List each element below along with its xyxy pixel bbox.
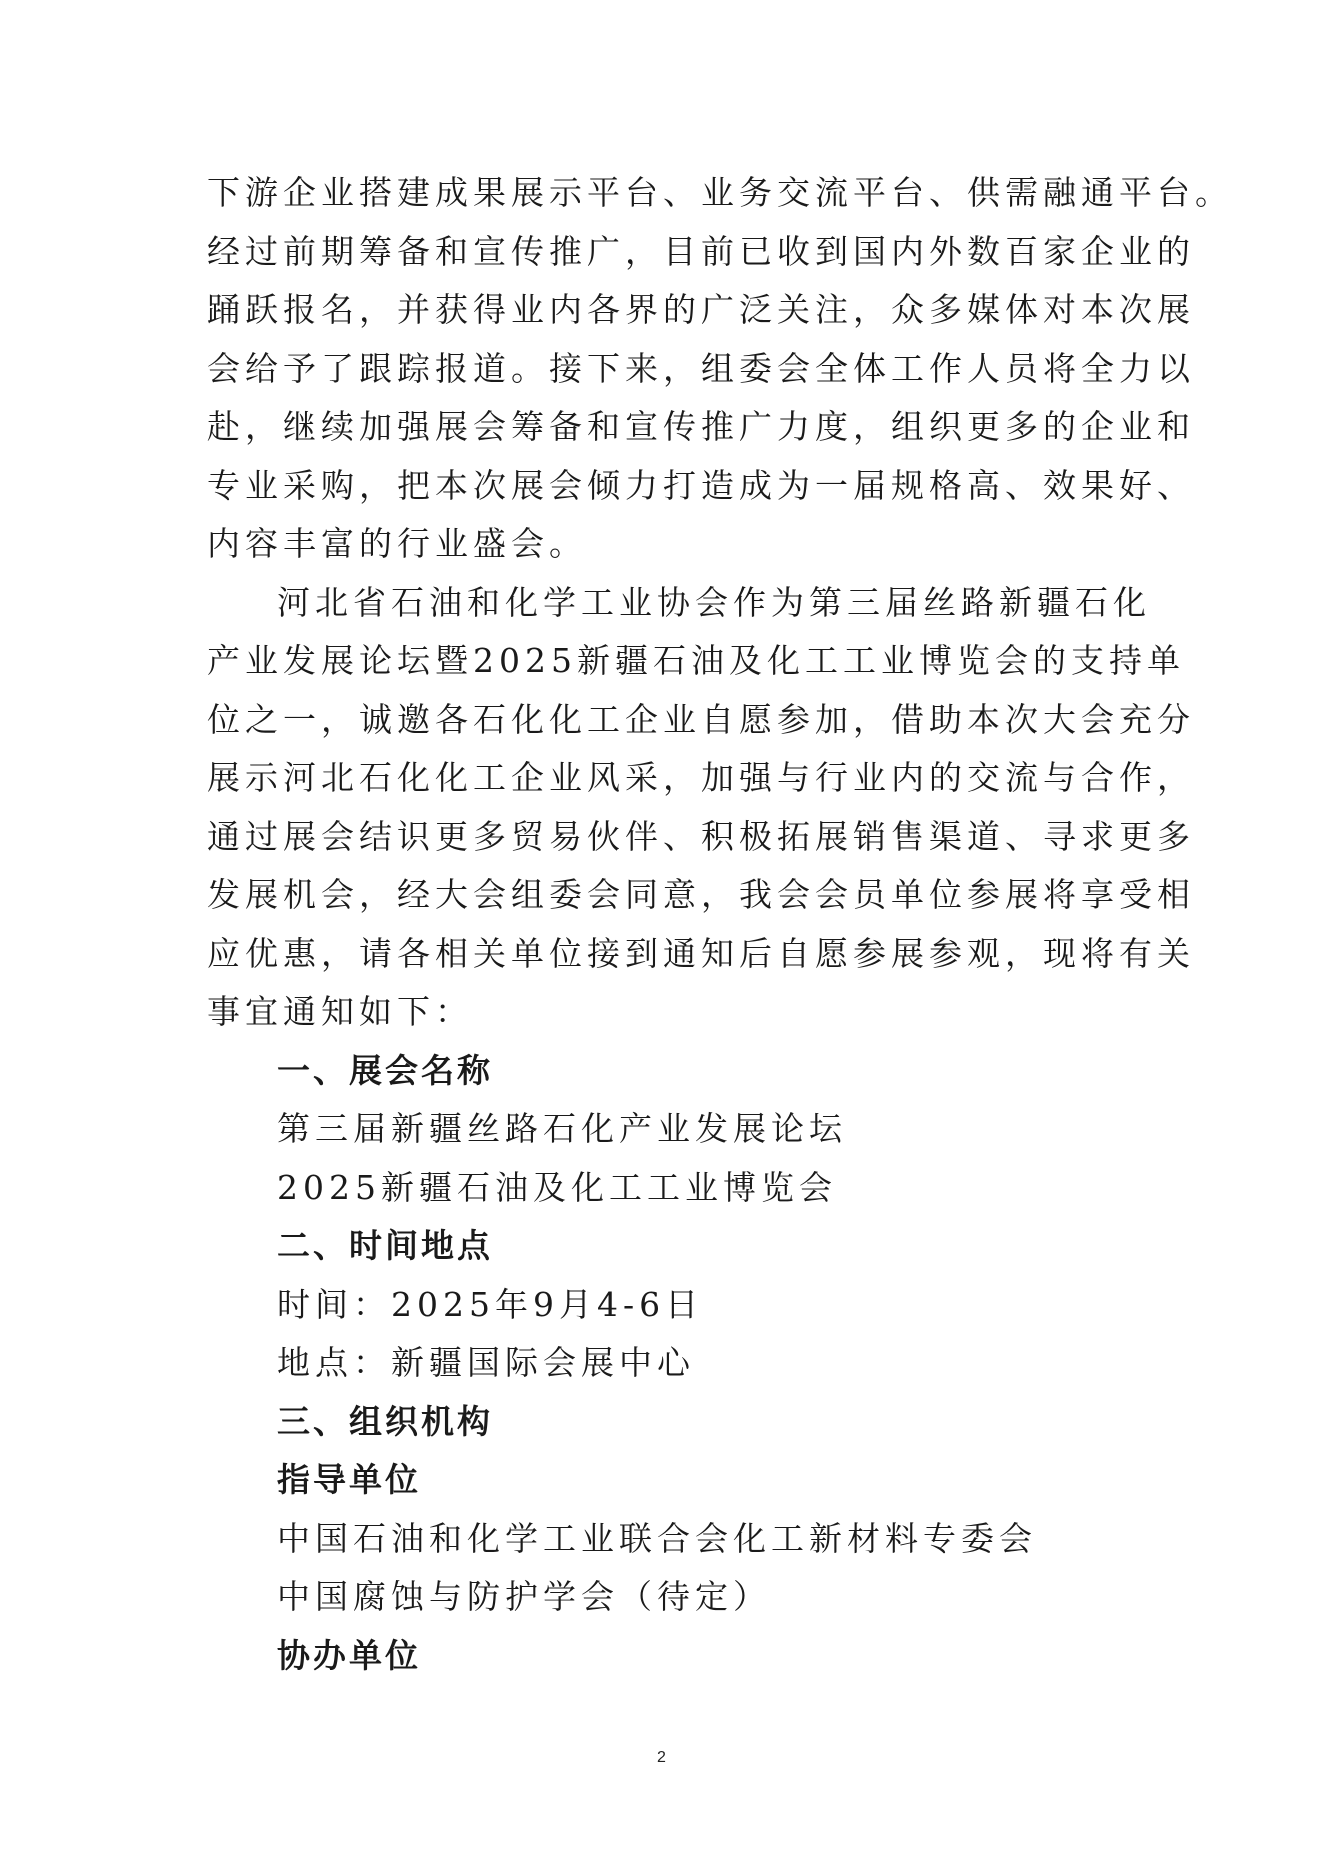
text-line: 中国腐蚀与防护学会（待定） — [277, 1577, 771, 1616]
subsection-heading: 指导单位 — [277, 1460, 421, 1499]
text-line: 会给予了跟踪报道。接下来，组委会全体工作人员将全力以 — [207, 348, 1195, 388]
text-line: 专业采购，把本次展会倾力打造成为一届规格高、效果好、 — [207, 465, 1195, 505]
text-line: 应优惠，请各相关单位接到通知后自愿参展参观，现将有关 — [207, 933, 1195, 973]
text-line: 时间：2025年9月4-6日 — [277, 1284, 704, 1324]
text-line: 中国石油和化学工业联合会化工新材料专委会 — [277, 1518, 1037, 1558]
section-heading: 二、时间地点 — [277, 1226, 493, 1265]
section-heading: 三、组织机构 — [277, 1401, 493, 1441]
section-exhibition-name — [207, 1042, 1127, 1218]
section-organization — [207, 1393, 1127, 1686]
paragraph-invitation — [207, 574, 1195, 1042]
document-body — [207, 164, 1233, 1685]
text-line: 第三届新疆丝路石化产业发展论坛 — [277, 1109, 847, 1148]
subsection-heading: 协办单位 — [277, 1635, 421, 1675]
text-line: 赴，继续加强展会筹备和宣传推广力度，组织更多的企业和 — [207, 407, 1195, 446]
page-number: 2 — [657, 1749, 666, 1766]
text-line: 内容丰富的行业盛会。 — [207, 524, 587, 563]
text-line: 产业发展论坛暨2025新疆石油及化工工业博览会的支持单 — [207, 641, 1185, 680]
text-line: 发展机会，经大会组委会同意，我会会员单位参展将享受相 — [207, 875, 1195, 914]
text-line: 下游企业搭建成果展示平台、业务交流平台、供需融通平台。 — [207, 173, 1233, 212]
paragraph-intro-continuation — [207, 164, 1233, 574]
text-line: 事宜通知如下： — [207, 992, 473, 1031]
text-line: 位之一，诚邀各石化化工企业自愿参加，借助本次大会充分 — [207, 699, 1195, 739]
text-line: 通过展会结识更多贸易伙伴、积极拓展销售渠道、寻求更多 — [207, 816, 1195, 856]
text-line: 河北省石油和化学工业协会作为第三届丝路新疆石化 — [277, 582, 1151, 622]
text-line: 经过前期筹备和宣传推广，目前已收到国内外数百家企业的 — [207, 231, 1195, 271]
section-time-location — [207, 1217, 1127, 1393]
text-line: 2025新疆石油及化工工业博览会 — [277, 1167, 837, 1207]
section-heading: 一、展会名称 — [277, 1050, 493, 1090]
text-line: 展示河北石化化工企业风采，加强与行业内的交流与合作， — [207, 758, 1195, 797]
text-line: 地点：新疆国际会展中心 — [277, 1343, 695, 1382]
text-line: 踊跃报名，并获得业内各界的广泛关注，众多媒体对本次展 — [207, 290, 1195, 329]
